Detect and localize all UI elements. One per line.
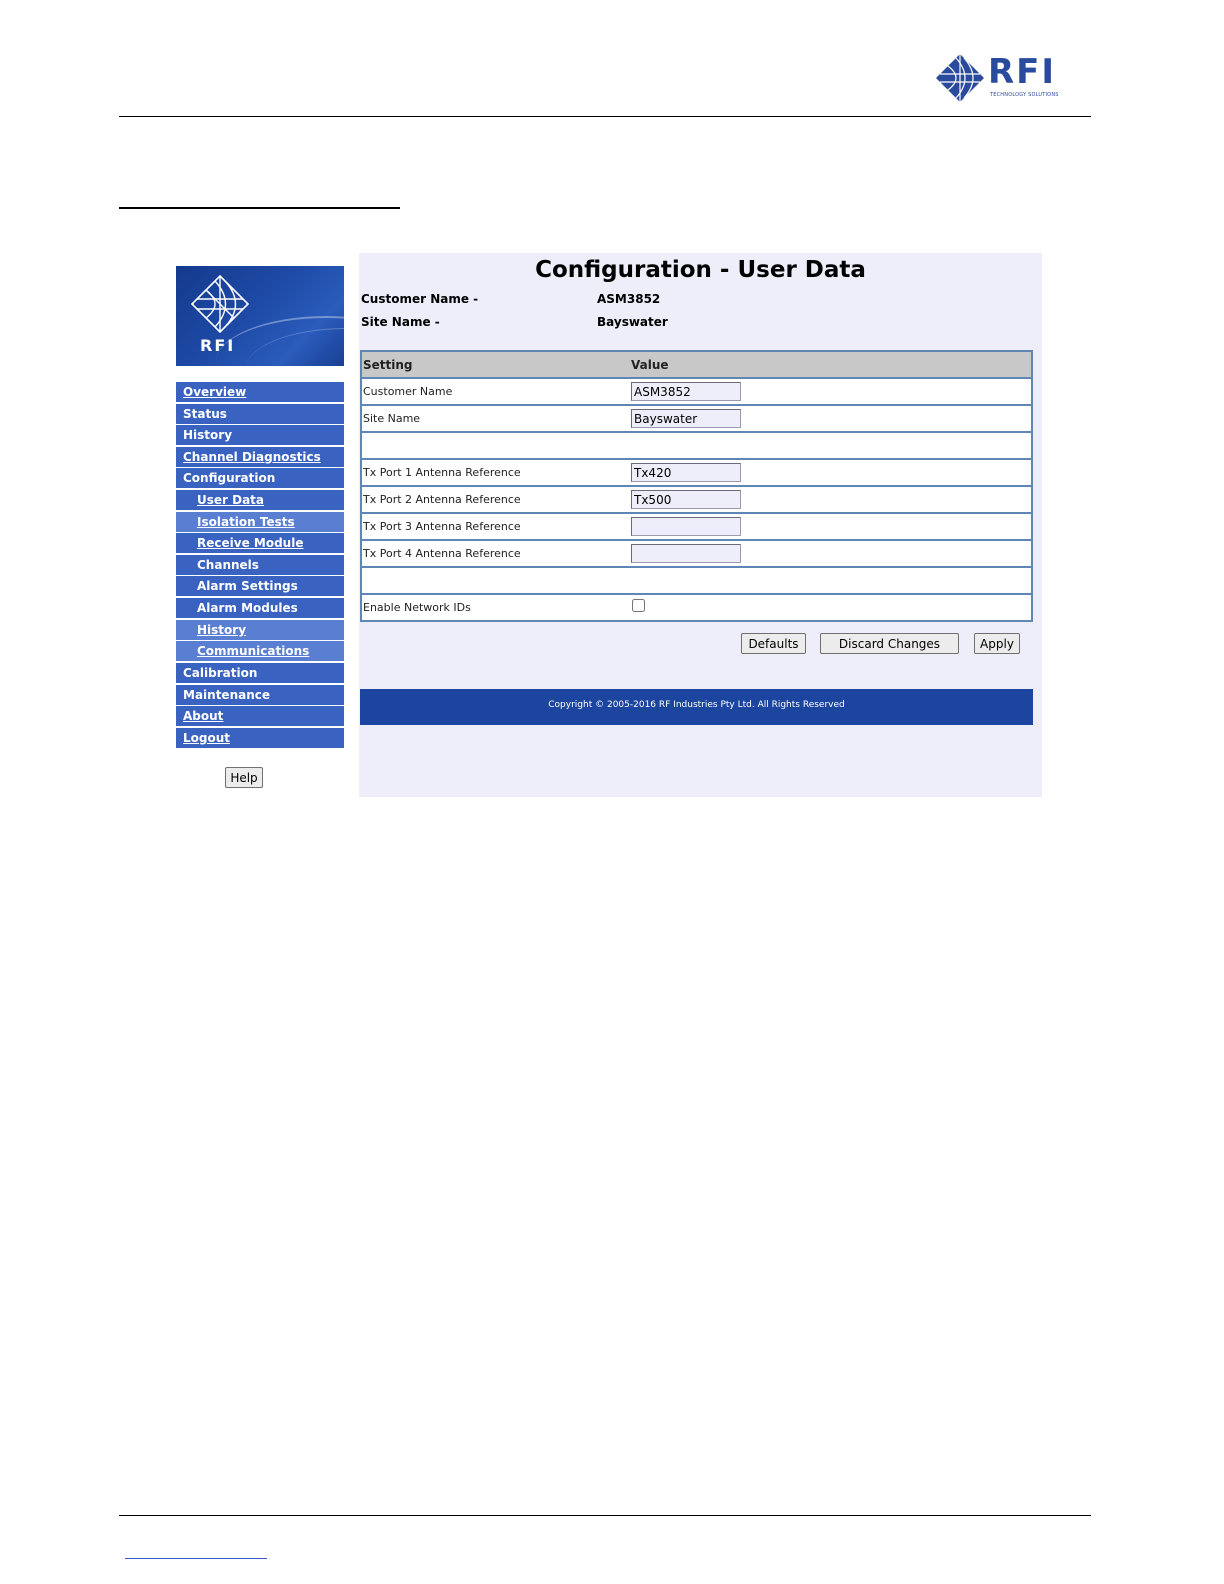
table-row-customer-name [362, 379, 1031, 406]
heading-underline [119, 207, 400, 209]
tx-port-3-input[interactable] [631, 517, 741, 536]
table-row-site-name [362, 406, 1031, 433]
sidebar-item-communications-sub[interactable]: Communications [176, 641, 344, 661]
footer-link-underline [125, 1558, 267, 1559]
doc-logo-subtext: TECHNOLOGY SOLUTIONS [990, 92, 1059, 98]
table-row-spacer [362, 433, 1031, 460]
copyright-bar [360, 689, 1033, 725]
sidebar-item-channels-sub[interactable]: Channels [176, 555, 344, 575]
setting-label: Site Name [363, 412, 421, 425]
table-row-enable-network-ids [362, 595, 1031, 620]
table-row-tx-port-4 [362, 541, 1031, 568]
sidebar-item-maintenance[interactable]: Maintenance [176, 685, 344, 705]
nav-logo-brand: RFI [200, 336, 236, 355]
sidebar-item-logout[interactable]: Logout [176, 728, 344, 748]
page-title: Configuration - User Data [535, 257, 866, 283]
defaults-button[interactable]: Defaults [741, 633, 806, 654]
doc-logo-wordmark: RFI [988, 52, 1057, 92]
sidebar-item-receive-module-sub[interactable]: Receive Module [176, 533, 344, 553]
table-row-tx-port-1 [362, 460, 1031, 487]
setting-label: Tx Port 3 Antenna Reference [363, 520, 521, 533]
setting-label: Tx Port 4 Antenna Reference [363, 547, 521, 560]
enable-network-ids-checkbox[interactable] [632, 599, 645, 612]
sidebar-item-about[interactable]: About [176, 706, 344, 726]
sidebar-item-configuration[interactable]: Configuration [176, 468, 344, 488]
table-header-row [362, 352, 1031, 379]
sidebar-item-status[interactable]: Status [176, 404, 344, 424]
sidebar-item-user-data-sub[interactable]: User Data [176, 490, 344, 510]
setting-label: Enable Network IDs [363, 601, 471, 614]
discard-changes-button[interactable]: Discard Changes [820, 633, 959, 654]
sidebar-item-isolation-tests-sub[interactable]: Isolation Tests [176, 512, 344, 532]
help-button[interactable]: Help [225, 767, 263, 788]
sidebar-item-alarm-settings-sub[interactable]: Alarm Settings [176, 576, 344, 596]
column-header-value: Value [631, 358, 669, 372]
column-header-setting: Setting [363, 358, 413, 372]
sidebar-item-history[interactable]: History [176, 425, 344, 445]
settings-table [360, 350, 1033, 622]
tx-port-2-input[interactable] [631, 490, 741, 509]
table-row-spacer [362, 568, 1031, 595]
table-row-tx-port-2 [362, 487, 1031, 514]
setting-label: Tx Port 2 Antenna Reference [363, 493, 521, 506]
setting-label: Tx Port 1 Antenna Reference [363, 466, 521, 479]
header-rule [119, 116, 1091, 117]
site-name-label: Site Name - [361, 315, 440, 329]
antenna-globe-icon [188, 272, 252, 336]
table-row-tx-port-3 [362, 514, 1031, 541]
sidebar-item-history-sub[interactable]: History [176, 620, 344, 640]
sidebar-item-overview[interactable]: Overview [176, 382, 344, 402]
sidebar-nav [176, 382, 344, 749]
site-name-value: Bayswater [597, 315, 668, 329]
customer-name-label: Customer Name - [361, 292, 479, 306]
customer-name-value: ASM3852 [597, 292, 661, 306]
tx-port-4-input[interactable] [631, 544, 741, 563]
site-name-input[interactable] [631, 409, 741, 428]
sidebar-item-calibration[interactable]: Calibration [176, 663, 344, 683]
copyright-text: Copyright © 2005-2016 RF Industries Pty Ltd. All Rights Reserved [548, 700, 845, 710]
sidebar-item-channel-diagnostics[interactable]: Channel Diagnostics [176, 447, 344, 467]
tx-port-1-input[interactable] [631, 463, 741, 482]
main-panel [359, 253, 1042, 797]
footer-rule [119, 1515, 1091, 1516]
nav-logo-banner [176, 266, 344, 366]
customer-name-input[interactable] [631, 382, 741, 401]
setting-label: Customer Name [363, 385, 453, 398]
apply-button[interactable]: Apply [974, 633, 1020, 654]
sidebar-item-alarm-modules-sub[interactable]: Alarm Modules [176, 598, 344, 618]
